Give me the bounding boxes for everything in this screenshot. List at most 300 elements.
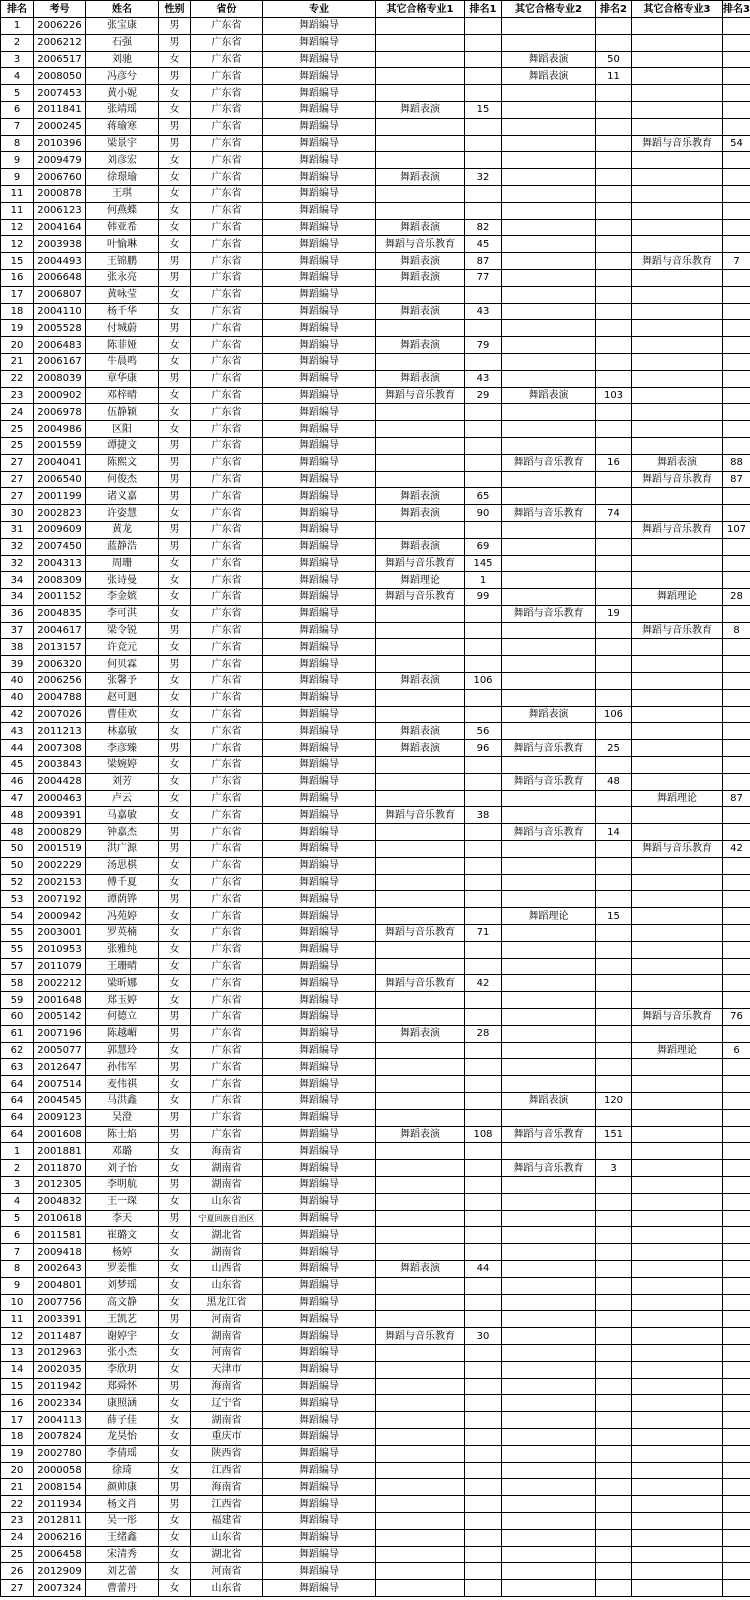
cell-exam-id: 2006256 [34, 673, 86, 690]
cell-exam-id: 2011942 [34, 1378, 86, 1395]
cell-rank-2 [596, 1210, 632, 1227]
cell-other-major-3 [632, 1059, 723, 1076]
cell-other-major-2 [502, 370, 596, 387]
cell-rank-2 [596, 656, 632, 673]
cell-other-major-3 [632, 1025, 723, 1042]
cell-name: 王珊晴 [86, 958, 159, 975]
cell-other-major-2 [502, 555, 596, 572]
cell-other-major-3 [632, 1109, 723, 1126]
cell-other-major-1 [376, 1378, 465, 1395]
cell-rank-3 [723, 1143, 750, 1160]
cell-rank: 50 [1, 841, 34, 858]
cell-other-major-1: 舞蹈与音乐教育 [376, 589, 465, 606]
cell-gender: 女 [159, 51, 191, 68]
cell-other-major-3 [632, 370, 723, 387]
cell-rank-3 [723, 505, 750, 522]
table-row [1, 135, 750, 152]
cell-major: 舞蹈编导 [263, 673, 376, 690]
cell-other-major-3 [632, 555, 723, 572]
cell-other-major-1 [376, 353, 465, 370]
cell-gender: 男 [159, 118, 191, 135]
cell-name: 谭捷文 [86, 437, 159, 454]
cell-rank-3 [723, 219, 750, 236]
cell-rank-3 [723, 1126, 750, 1143]
table-row [1, 1361, 750, 1378]
cell-other-major-3 [632, 824, 723, 841]
cell-major: 舞蹈编导 [263, 1580, 376, 1597]
cell-other-major-2 [502, 1563, 596, 1580]
cell-other-major-2 [502, 404, 596, 421]
cell-other-major-1 [376, 1294, 465, 1311]
cell-major: 舞蹈编导 [263, 68, 376, 85]
cell-gender: 男 [159, 521, 191, 538]
cell-other-major-3 [632, 1580, 723, 1597]
cell-rank-1: 15 [465, 101, 502, 118]
table-row [1, 639, 750, 656]
cell-rank-3 [723, 1512, 750, 1529]
cell-province: 广东省 [191, 740, 263, 757]
cell-major: 舞蹈编导 [263, 1428, 376, 1445]
cell-other-major-3 [632, 101, 723, 118]
cell-other-major-1 [376, 1496, 465, 1513]
cell-other-major-3 [632, 572, 723, 589]
cell-other-major-2 [502, 1109, 596, 1126]
cell-rank-1 [465, 1479, 502, 1496]
cell-rank: 18 [1, 1428, 34, 1445]
cell-other-major-3: 舞蹈理论 [632, 1042, 723, 1059]
cell-rank-3: 6 [723, 1042, 750, 1059]
cell-province: 广东省 [191, 992, 263, 1009]
table-row [1, 1428, 750, 1445]
table-row [1, 538, 750, 555]
header-name: 姓名 [86, 1, 159, 18]
cell-rank-3 [723, 1294, 750, 1311]
cell-rank-2 [596, 941, 632, 958]
header-major: 专业 [263, 1, 376, 18]
cell-other-major-2 [502, 1244, 596, 1261]
cell-other-major-2 [502, 320, 596, 337]
cell-name: 谢婷宇 [86, 1328, 159, 1345]
cell-rank-1 [465, 68, 502, 85]
cell-province: 广东省 [191, 152, 263, 169]
cell-province: 山东省 [191, 1193, 263, 1210]
cell-major: 舞蹈编导 [263, 454, 376, 471]
cell-rank-3 [723, 1025, 750, 1042]
cell-exam-id: 2000878 [34, 185, 86, 202]
cell-rank-1: 28 [465, 1025, 502, 1042]
cell-name: 曹佳欢 [86, 706, 159, 723]
cell-gender: 女 [159, 202, 191, 219]
cell-other-major-2 [502, 673, 596, 690]
cell-major: 舞蹈编导 [263, 555, 376, 572]
cell-rank-3 [723, 387, 750, 404]
cell-other-major-1: 舞蹈表演 [376, 673, 465, 690]
cell-rank: 20 [1, 337, 34, 354]
cell-other-major-1 [376, 1311, 465, 1328]
cell-rank-3 [723, 656, 750, 673]
table-row [1, 337, 750, 354]
cell-name: 钟嘉杰 [86, 824, 159, 841]
table-row [1, 555, 750, 572]
cell-gender: 男 [159, 135, 191, 152]
cell-province: 广东省 [191, 253, 263, 270]
cell-exam-id: 2012647 [34, 1059, 86, 1076]
table-row [1, 85, 750, 102]
cell-gender: 女 [159, 958, 191, 975]
cell-rank-3 [723, 1378, 750, 1395]
cell-rank-2 [596, 589, 632, 606]
cell-rank-2 [596, 622, 632, 639]
cell-rank-2 [596, 404, 632, 421]
cell-province: 江西省 [191, 1462, 263, 1479]
cell-rank: 7 [1, 1244, 34, 1261]
cell-rank-2 [596, 135, 632, 152]
cell-other-major-2 [502, 1176, 596, 1193]
cell-name: 李天 [86, 1210, 159, 1227]
header-row [1, 1, 750, 18]
cell-major: 舞蹈编导 [263, 1193, 376, 1210]
cell-gender: 男 [159, 253, 191, 270]
table-row [1, 1311, 750, 1328]
cell-name: 颜帅康 [86, 1479, 159, 1496]
cell-major: 舞蹈编导 [263, 85, 376, 102]
cell-gender: 女 [159, 404, 191, 421]
cell-exam-id: 2006216 [34, 1529, 86, 1546]
cell-exam-id: 2004986 [34, 421, 86, 438]
cell-other-major-2 [502, 538, 596, 555]
cell-rank-1 [465, 437, 502, 454]
cell-rank-1 [465, 1462, 502, 1479]
cell-other-major-2 [502, 1445, 596, 1462]
cell-other-major-1 [376, 1361, 465, 1378]
cell-major: 舞蹈编导 [263, 118, 376, 135]
cell-other-major-3 [632, 118, 723, 135]
cell-major: 舞蹈编导 [263, 1059, 376, 1076]
cell-rank: 63 [1, 1059, 34, 1076]
table-row [1, 757, 750, 774]
header-other-major-3: 其它合格专业3 [632, 1, 723, 18]
cell-rank-2 [596, 1512, 632, 1529]
cell-rank-3 [723, 723, 750, 740]
cell-gender: 女 [159, 1563, 191, 1580]
cell-exam-id: 2001559 [34, 437, 86, 454]
cell-province: 海南省 [191, 1143, 263, 1160]
cell-province: 湖北省 [191, 1546, 263, 1563]
cell-province: 广东省 [191, 1126, 263, 1143]
cell-rank-3 [723, 320, 750, 337]
cell-rank-3 [723, 269, 750, 286]
cell-exam-id: 2004617 [34, 622, 86, 639]
cell-rank-2 [596, 1344, 632, 1361]
cell-other-major-3 [632, 740, 723, 757]
cell-major: 舞蹈编导 [263, 925, 376, 942]
cell-other-major-1 [376, 1160, 465, 1177]
cell-rank-3 [723, 925, 750, 942]
cell-rank: 53 [1, 891, 34, 908]
cell-other-major-3 [632, 1378, 723, 1395]
cell-gender: 女 [159, 1580, 191, 1597]
cell-province: 河南省 [191, 1344, 263, 1361]
cell-major: 舞蹈编导 [263, 1496, 376, 1513]
cell-rank: 32 [1, 538, 34, 555]
cell-other-major-3 [632, 1462, 723, 1479]
cell-other-major-1: 舞蹈与音乐教育 [376, 807, 465, 824]
cell-name: 张永亮 [86, 269, 159, 286]
cell-rank-3 [723, 236, 750, 253]
cell-rank-1 [465, 605, 502, 622]
cell-rank: 5 [1, 85, 34, 102]
cell-other-major-2 [502, 286, 596, 303]
cell-province: 海南省 [191, 1378, 263, 1395]
cell-major: 舞蹈编导 [263, 286, 376, 303]
cell-exam-id: 2010618 [34, 1210, 86, 1227]
cell-name: 周珊 [86, 555, 159, 572]
cell-exam-id: 2009609 [34, 521, 86, 538]
cell-rank-2 [596, 18, 632, 35]
table-row [1, 874, 750, 891]
cell-name: 李彦臻 [86, 740, 159, 757]
cell-name: 郑舜怀 [86, 1378, 159, 1395]
header-rank-3: 排名3 [723, 1, 750, 18]
cell-rank-3 [723, 1227, 750, 1244]
cell-other-major-2 [502, 1512, 596, 1529]
cell-rank-1 [465, 941, 502, 958]
cell-rank-1: 32 [465, 169, 502, 186]
cell-major: 舞蹈编导 [263, 152, 376, 169]
cell-rank-1 [465, 891, 502, 908]
cell-rank-2 [596, 185, 632, 202]
cell-other-major-1 [376, 1109, 465, 1126]
cell-rank-3 [723, 689, 750, 706]
cell-other-major-1: 舞蹈表演 [376, 219, 465, 236]
cell-rank: 7 [1, 118, 34, 135]
cell-other-major-2 [502, 1412, 596, 1429]
cell-rank: 19 [1, 320, 34, 337]
cell-other-major-3 [632, 1210, 723, 1227]
cell-gender: 女 [159, 857, 191, 874]
cell-gender: 女 [159, 1277, 191, 1294]
cell-other-major-2 [502, 1193, 596, 1210]
cell-other-major-3 [632, 269, 723, 286]
cell-gender: 女 [159, 101, 191, 118]
cell-major: 舞蹈编导 [263, 1176, 376, 1193]
cell-rank-2: 14 [596, 824, 632, 841]
cell-rank: 19 [1, 1445, 34, 1462]
cell-province: 江西省 [191, 1496, 263, 1513]
cell-other-major-1 [376, 1059, 465, 1076]
cell-other-major-1 [376, 656, 465, 673]
cell-major: 舞蹈编导 [263, 656, 376, 673]
cell-rank: 23 [1, 387, 34, 404]
cell-rank-2 [596, 1193, 632, 1210]
cell-rank-1 [465, 1244, 502, 1261]
cell-other-major-2 [502, 891, 596, 908]
cell-exam-id: 2004801 [34, 1277, 86, 1294]
cell-major: 舞蹈编导 [263, 353, 376, 370]
cell-name: 赵可迥 [86, 689, 159, 706]
cell-gender: 女 [159, 706, 191, 723]
cell-other-major-1 [376, 639, 465, 656]
cell-exam-id: 2000245 [34, 118, 86, 135]
cell-rank-2 [596, 253, 632, 270]
cell-rank-3 [723, 1496, 750, 1513]
cell-rank-2 [596, 337, 632, 354]
cell-name: 张诗曼 [86, 572, 159, 589]
cell-other-major-1: 舞蹈与音乐教育 [376, 1328, 465, 1345]
cell-rank: 64 [1, 1076, 34, 1093]
cell-rank-1 [465, 454, 502, 471]
cell-gender: 男 [159, 891, 191, 908]
cell-other-major-3 [632, 1512, 723, 1529]
cell-other-major-1 [376, 1344, 465, 1361]
cell-other-major-1 [376, 689, 465, 706]
table-row [1, 236, 750, 253]
cell-other-major-2 [502, 992, 596, 1009]
cell-gender: 女 [159, 975, 191, 992]
cell-rank-1 [465, 689, 502, 706]
cell-other-major-1 [376, 605, 465, 622]
cell-other-major-3 [632, 1546, 723, 1563]
cell-rank: 11 [1, 1311, 34, 1328]
cell-name: 黄龙 [86, 521, 159, 538]
table-row [1, 18, 750, 35]
cell-rank-1: 108 [465, 1126, 502, 1143]
cell-gender: 女 [159, 757, 191, 774]
cell-other-major-2 [502, 689, 596, 706]
cell-other-major-3: 舞蹈与音乐教育 [632, 253, 723, 270]
table-row [1, 320, 750, 337]
cell-rank-3 [723, 824, 750, 841]
cell-name: 洪广源 [86, 841, 159, 858]
cell-exam-id: 2005142 [34, 1009, 86, 1026]
cell-major: 舞蹈编导 [263, 1294, 376, 1311]
cell-name: 康照涵 [86, 1395, 159, 1412]
cell-province: 广东省 [191, 622, 263, 639]
cell-major: 舞蹈编导 [263, 992, 376, 1009]
cell-exam-id: 2004835 [34, 605, 86, 622]
cell-major: 舞蹈编导 [263, 521, 376, 538]
cell-province: 广东省 [191, 605, 263, 622]
table-row [1, 857, 750, 874]
cell-gender: 男 [159, 488, 191, 505]
cell-name: 龙昊怡 [86, 1428, 159, 1445]
cell-rank-1 [465, 1009, 502, 1026]
cell-rank-1 [465, 1546, 502, 1563]
cell-other-major-2 [502, 152, 596, 169]
cell-rank-2 [596, 286, 632, 303]
cell-rank-1 [465, 1109, 502, 1126]
cell-province: 广东省 [191, 169, 263, 186]
cell-gender: 女 [159, 1412, 191, 1429]
cell-province: 重庆市 [191, 1428, 263, 1445]
cell-province: 广东省 [191, 185, 263, 202]
cell-other-major-1 [376, 1428, 465, 1445]
cell-gender: 男 [159, 1009, 191, 1026]
cell-gender: 女 [159, 723, 191, 740]
cell-other-major-1: 舞蹈表演 [376, 370, 465, 387]
cell-major: 舞蹈编导 [263, 1260, 376, 1277]
cell-exam-id: 2006540 [34, 471, 86, 488]
cell-name: 刘梦瑶 [86, 1277, 159, 1294]
cell-other-major-3 [632, 34, 723, 51]
cell-exam-id: 2001881 [34, 1143, 86, 1160]
cell-other-major-1 [376, 1512, 465, 1529]
cell-other-major-2 [502, 1479, 596, 1496]
cell-rank-1 [465, 1076, 502, 1093]
cell-province: 广东省 [191, 303, 263, 320]
header-gender: 性别 [159, 1, 191, 18]
cell-other-major-1 [376, 773, 465, 790]
cell-gender: 女 [159, 773, 191, 790]
cell-other-major-2 [502, 1546, 596, 1563]
cell-name: 石强 [86, 34, 159, 51]
cell-name: 梁婉婷 [86, 757, 159, 774]
cell-major: 舞蹈编导 [263, 790, 376, 807]
cell-province: 广东省 [191, 689, 263, 706]
cell-major: 舞蹈编导 [263, 437, 376, 454]
cell-rank: 55 [1, 925, 34, 942]
cell-other-major-3 [632, 538, 723, 555]
cell-name: 薛子佳 [86, 1412, 159, 1429]
cell-rank-2 [596, 1244, 632, 1261]
cell-rank-1 [465, 706, 502, 723]
cell-other-major-2 [502, 353, 596, 370]
cell-rank-1 [465, 202, 502, 219]
cell-exam-id: 2005077 [34, 1042, 86, 1059]
cell-rank-2 [596, 1109, 632, 1126]
cell-other-major-2 [502, 874, 596, 891]
cell-rank-1: 145 [465, 555, 502, 572]
cell-other-major-3 [632, 1160, 723, 1177]
cell-rank: 24 [1, 1529, 34, 1546]
cell-exam-id: 2002643 [34, 1260, 86, 1277]
cell-rank-2 [596, 1563, 632, 1580]
table-row [1, 941, 750, 958]
cell-other-major-1: 舞蹈表演 [376, 740, 465, 757]
cell-other-major-2: 舞蹈与音乐教育 [502, 824, 596, 841]
table-row [1, 1109, 750, 1126]
cell-major: 舞蹈编导 [263, 1277, 376, 1294]
cell-province: 广东省 [191, 723, 263, 740]
cell-rank: 15 [1, 253, 34, 270]
cell-rank: 27 [1, 488, 34, 505]
cell-other-major-3 [632, 1126, 723, 1143]
cell-rank-1 [465, 1042, 502, 1059]
cell-province: 广东省 [191, 656, 263, 673]
cell-rank: 10 [1, 1294, 34, 1311]
cell-other-major-1 [376, 1580, 465, 1597]
cell-rank-2 [596, 1277, 632, 1294]
cell-rank-1 [465, 1445, 502, 1462]
cell-other-major-1: 舞蹈表演 [376, 1260, 465, 1277]
cell-other-major-1 [376, 286, 465, 303]
table-row [1, 353, 750, 370]
cell-rank-3 [723, 572, 750, 589]
cell-major: 舞蹈编导 [263, 337, 376, 354]
cell-rank-2: 15 [596, 908, 632, 925]
cell-major: 舞蹈编导 [263, 1462, 376, 1479]
cell-other-major-2 [502, 1462, 596, 1479]
cell-rank-2 [596, 689, 632, 706]
cell-exam-id: 2004113 [34, 1412, 86, 1429]
table-row [1, 1260, 750, 1277]
cell-province: 湖北省 [191, 1227, 263, 1244]
cell-other-major-1 [376, 135, 465, 152]
cell-rank-3 [723, 1244, 750, 1261]
cell-rank-1 [465, 286, 502, 303]
cell-province: 广东省 [191, 958, 263, 975]
cell-exam-id: 2007756 [34, 1294, 86, 1311]
